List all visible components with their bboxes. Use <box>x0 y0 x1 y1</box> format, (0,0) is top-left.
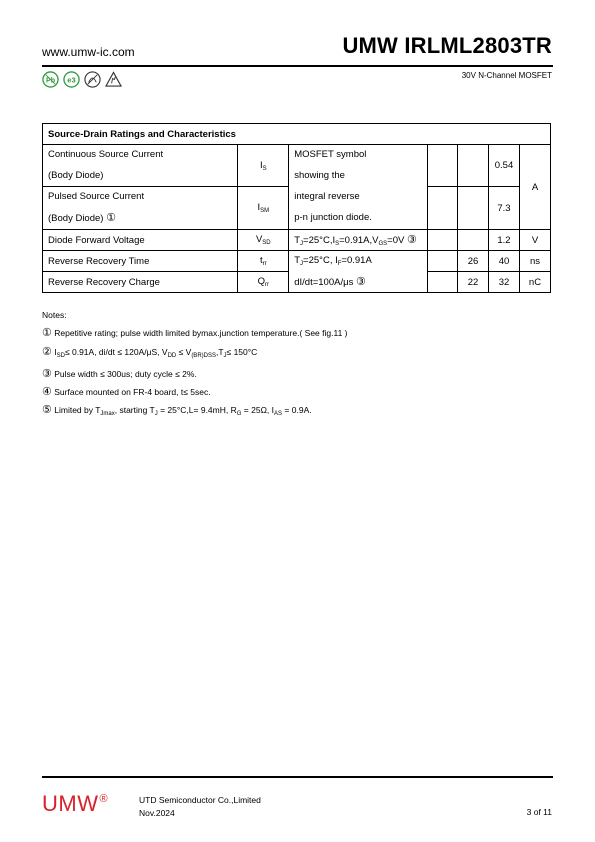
svg-text:e3: e3 <box>67 75 76 85</box>
note-item: ① Repetitive rating; pulse width limited bymax.junction temperature.( See fig.11 ) <box>42 327 348 340</box>
max-cell: 1.2 <box>489 230 520 251</box>
min-cell <box>428 187 458 230</box>
source-drain-table <box>42 123 551 293</box>
cond-cell: $T_J=25^\circ C,I_S=0.91A,V_{GS}=0V$ ③ <box>289 230 428 251</box>
table-heading: Source-Drain Ratings and Characteristics <box>43 124 551 145</box>
brand-logo: UMW® <box>42 791 109 816</box>
part-title: UMW IRLML2803TR <box>342 33 552 58</box>
max-cell: 7.3 <box>489 187 520 230</box>
unit-cell: nC <box>519 272 550 293</box>
note-ref: ③ <box>406 234 417 246</box>
halogen-free-icon <box>84 71 101 88</box>
symbol: I <box>257 202 261 213</box>
svg-text:Pb: Pb <box>45 76 56 85</box>
param-name: Continuous Source Current <box>48 149 164 160</box>
website-url: www.umw-ic.com <box>42 45 135 59</box>
unit-cell: A <box>519 145 550 230</box>
param-cell: Reverse Recovery Time <box>43 251 238 272</box>
typ-cell: 22 <box>458 272 489 293</box>
cond-cell <box>289 145 428 187</box>
symbol-sub: SD <box>262 240 271 246</box>
footer-rule <box>42 776 553 778</box>
unit-cell: ns <box>519 251 550 272</box>
note-ref: ③ <box>355 276 366 289</box>
table-row <box>43 187 551 230</box>
table-row <box>43 145 551 187</box>
note-item: ⑤ Limited by $T_{Jmax}$, starting $T_J = 25^\circ C,L= 9.4mH$, $R_G = 25\Omega$, $I_{AS} = 0.9A$. <box>42 404 312 418</box>
cond-cell: dI/dt=100A/μs ③ <box>289 272 428 293</box>
part-subtitle: 30V N-Channel MOSFET <box>461 71 552 80</box>
cond-text: p-n junction diode. <box>294 211 372 223</box>
symbol: t <box>259 255 263 266</box>
param-cell: Reverse Recovery Charge <box>43 272 238 293</box>
footer-company <box>139 794 261 820</box>
param-subname: (Body Diode) <box>48 212 104 224</box>
note-item: ③ Pulse width ≤ 300us; duty cycle ≤ 2%. <box>42 367 197 380</box>
company-name: UTD Semiconductor Co.,Limited <box>139 795 261 805</box>
symbol-cell <box>238 187 289 230</box>
symbol-cell <box>238 251 289 272</box>
min-cell <box>428 251 458 272</box>
typ-cell <box>458 187 489 230</box>
cond-cell: $T_J=25^\circ C$, $I_F=0.91A$ <box>289 251 428 272</box>
symbol-sub: rr <box>264 282 269 288</box>
param-subname: (Body Diode) <box>48 169 104 181</box>
note-ref: ① <box>106 211 116 224</box>
esd-sensitive-icon <box>105 71 122 88</box>
header-rule <box>42 65 553 67</box>
param-cell <box>43 145 238 187</box>
doc-date: Nov.2024 <box>139 808 175 818</box>
note-item: ② $I_{SD}\le 0.91A$, di/dt ≤ 120A/μS, $V_{DD} \le V_{(BR)DSS},T_J\le 150^\circ C$ <box>42 345 258 359</box>
table-row <box>43 230 551 251</box>
table-heading-row <box>43 124 551 145</box>
symbol: V <box>255 234 263 245</box>
note-item: ④ Surface mounted on FR-4 board, t≤ 5sec. <box>42 386 211 399</box>
cond-text: integral reverse <box>294 191 360 203</box>
param-cell: Diode Forward Voltage <box>43 230 238 251</box>
table-row <box>43 251 551 272</box>
max-cell: 0.54 <box>489 145 520 187</box>
symbol-cell <box>238 230 289 251</box>
symbol-sub: rr <box>262 261 267 267</box>
cond-text: showing the <box>294 169 345 181</box>
typ-cell <box>458 145 489 187</box>
symbol-sub: SM <box>260 208 270 214</box>
notes-section <box>42 306 347 424</box>
symbol-sub: S <box>262 165 267 172</box>
cond-cell <box>289 187 428 230</box>
min-cell <box>428 230 458 251</box>
symbol-cell <box>238 272 289 293</box>
page-number: 3 of 11 <box>526 807 552 817</box>
symbol: I <box>259 159 263 171</box>
symbol-cell <box>238 145 289 187</box>
max-cell: 32 <box>489 272 520 293</box>
compliance-logos <box>42 71 122 88</box>
e3-icon <box>63 71 80 88</box>
param-name: Pulsed Source Current <box>48 191 145 202</box>
min-cell <box>428 145 458 187</box>
table-row <box>43 272 551 293</box>
unit-cell: V <box>519 230 550 251</box>
notes-title: Notes: <box>42 310 67 320</box>
cond-text: MOSFET symbol <box>294 149 367 161</box>
param-cell <box>43 187 238 230</box>
symbol: Q <box>257 276 265 287</box>
max-cell: 40 <box>489 251 520 272</box>
pb-free-icon <box>42 71 59 88</box>
min-cell <box>428 272 458 293</box>
typ-cell <box>458 230 489 251</box>
typ-cell: 26 <box>458 251 489 272</box>
